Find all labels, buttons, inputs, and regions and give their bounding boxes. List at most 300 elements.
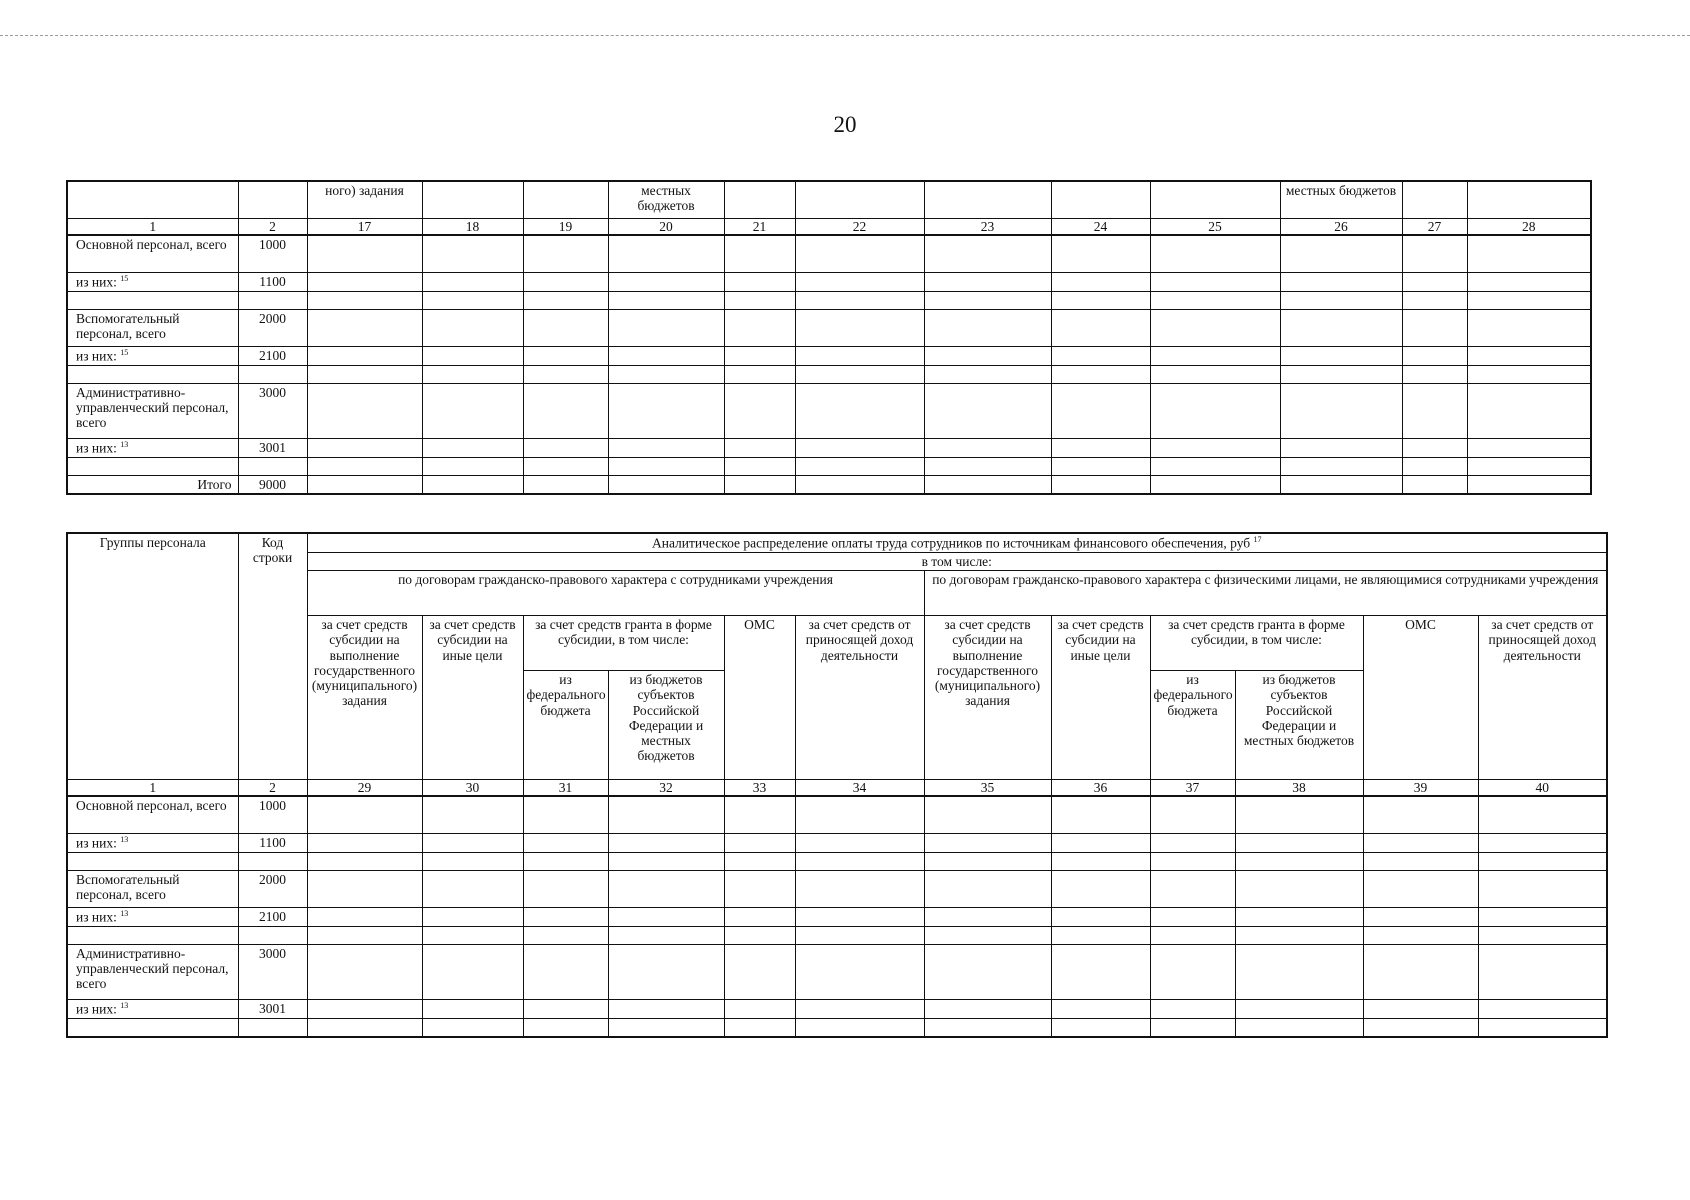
empty-cell bbox=[1235, 834, 1363, 853]
row-label: из них: $^{13}$ bbox=[67, 999, 238, 1018]
empty-cell bbox=[1402, 457, 1467, 475]
table-row bbox=[67, 383, 1591, 438]
empty-cell bbox=[1051, 999, 1150, 1018]
empty-cell bbox=[795, 834, 924, 853]
empty-cell bbox=[608, 475, 724, 494]
empty-cell bbox=[924, 383, 1051, 438]
empty-cell bbox=[1467, 438, 1591, 457]
empty-cell bbox=[1467, 292, 1591, 310]
table-row bbox=[67, 871, 1607, 908]
empty-cell bbox=[523, 944, 608, 999]
empty-cell bbox=[795, 457, 924, 475]
empty-cell bbox=[608, 273, 724, 292]
empty-cell bbox=[1150, 347, 1280, 366]
empty-cell bbox=[307, 347, 422, 366]
empty-cell bbox=[795, 438, 924, 457]
empty-cell bbox=[1402, 273, 1467, 292]
empty-cell bbox=[1280, 383, 1402, 438]
empty-cell bbox=[422, 999, 523, 1018]
empty-cell bbox=[608, 292, 724, 310]
empty-cell bbox=[1150, 310, 1280, 347]
empty-cell bbox=[523, 310, 608, 347]
column-number: 33 bbox=[724, 780, 795, 797]
empty-cell bbox=[307, 383, 422, 438]
empty-cell bbox=[1051, 834, 1150, 853]
empty-cell bbox=[523, 871, 608, 908]
table-row bbox=[67, 853, 1607, 871]
row-label: Административно-управленческий персонал, всего bbox=[67, 944, 238, 999]
empty-cell bbox=[307, 999, 422, 1018]
empty-cell bbox=[523, 908, 608, 927]
row-code: 3000 bbox=[238, 383, 307, 438]
header-cell bbox=[1051, 181, 1150, 219]
row-code: 1000 bbox=[238, 796, 307, 834]
empty-cell bbox=[1051, 365, 1150, 383]
row-code: 3000 bbox=[238, 944, 307, 999]
empty-cell bbox=[724, 457, 795, 475]
empty-cell bbox=[1150, 834, 1235, 853]
header-row-1 bbox=[67, 533, 1607, 552]
empty-cell bbox=[1150, 383, 1280, 438]
empty-cell bbox=[1150, 292, 1280, 310]
column-number: 20 bbox=[608, 219, 724, 236]
empty-cell bbox=[1402, 310, 1467, 347]
column-number: 22 bbox=[795, 219, 924, 236]
header-cell bbox=[523, 181, 608, 219]
staff-pay-table-continued bbox=[66, 180, 1592, 495]
empty-cell bbox=[1402, 383, 1467, 438]
empty-cell bbox=[1150, 273, 1280, 292]
empty-cell bbox=[924, 292, 1051, 310]
empty-cell bbox=[1363, 796, 1478, 834]
empty-cell bbox=[608, 944, 724, 999]
empty-cell bbox=[1478, 1018, 1607, 1037]
empty-cell bbox=[924, 235, 1051, 273]
empty-cell bbox=[1051, 383, 1150, 438]
table-row bbox=[67, 235, 1591, 273]
empty-cell bbox=[724, 944, 795, 999]
row-code: 2000 bbox=[238, 310, 307, 347]
empty-cell bbox=[1150, 853, 1235, 871]
header-cell bbox=[795, 181, 924, 219]
empty-cell bbox=[1280, 457, 1402, 475]
income-header: за счет средств от приносящей доход деятельности bbox=[1478, 616, 1607, 780]
empty-cell bbox=[724, 310, 795, 347]
empty-cell bbox=[307, 310, 422, 347]
total-row bbox=[67, 475, 1591, 494]
empty-cell bbox=[523, 365, 608, 383]
empty-cell bbox=[1280, 347, 1402, 366]
empty-cell bbox=[1235, 908, 1363, 927]
empty-cell bbox=[795, 292, 924, 310]
header-cell bbox=[238, 181, 307, 219]
empty-cell bbox=[523, 796, 608, 834]
empty-cell bbox=[422, 853, 523, 871]
empty-cell bbox=[608, 457, 724, 475]
empty-cell bbox=[924, 796, 1051, 834]
empty-cell bbox=[1235, 853, 1363, 871]
empty-cell bbox=[1051, 796, 1150, 834]
empty-cell bbox=[1478, 796, 1607, 834]
empty-cell bbox=[795, 853, 924, 871]
empty-cell bbox=[1051, 310, 1150, 347]
column-number: 26 bbox=[1280, 219, 1402, 236]
grant-regional-header: из бюджетов субъектов Российской Федерации и местных бюджетов bbox=[1235, 671, 1363, 780]
group-header: Группы персонала bbox=[67, 533, 238, 780]
row-label: из них: $^{13}$ bbox=[67, 908, 238, 927]
empty-cell bbox=[422, 235, 523, 273]
empty-cell bbox=[1467, 475, 1591, 494]
header-col17: ного) задания bbox=[307, 181, 422, 219]
income-header: за счет средств от приносящей доход деятельности bbox=[795, 616, 924, 780]
empty-cell bbox=[422, 347, 523, 366]
empty-cell bbox=[422, 310, 523, 347]
empty-cell bbox=[422, 1018, 523, 1037]
empty-cell bbox=[1478, 834, 1607, 853]
empty-cell bbox=[523, 235, 608, 273]
empty-cell bbox=[1235, 926, 1363, 944]
empty-cell bbox=[1150, 926, 1235, 944]
empty-cell bbox=[307, 944, 422, 999]
row-code: 2100 bbox=[238, 908, 307, 927]
scan-edge-line bbox=[0, 35, 1690, 36]
table-row bbox=[67, 944, 1607, 999]
empty-cell bbox=[307, 457, 422, 475]
empty-cell bbox=[307, 475, 422, 494]
column-number: 25 bbox=[1150, 219, 1280, 236]
column-number: 30 bbox=[422, 780, 523, 797]
table-row bbox=[67, 908, 1607, 927]
empty-cell bbox=[924, 834, 1051, 853]
table-row bbox=[67, 292, 1591, 310]
empty-cell bbox=[1051, 871, 1150, 908]
empty-cell bbox=[238, 365, 307, 383]
empty-cell bbox=[1280, 310, 1402, 347]
column-number: 21 bbox=[724, 219, 795, 236]
row-code: 3001 bbox=[238, 438, 307, 457]
empty-cell bbox=[1402, 438, 1467, 457]
table-row bbox=[67, 1018, 1607, 1037]
subsidy-task-header: за счет средств субсидии на выполнение государственного (муниципального) задания bbox=[924, 616, 1051, 780]
empty-cell bbox=[1051, 908, 1150, 927]
empty-cell bbox=[1235, 999, 1363, 1018]
empty-cell bbox=[1467, 365, 1591, 383]
row-label: из них: $^{15}$ bbox=[67, 347, 238, 366]
empty-cell bbox=[1235, 944, 1363, 999]
empty-cell bbox=[795, 475, 924, 494]
empty-cell bbox=[795, 999, 924, 1018]
empty-cell bbox=[307, 365, 422, 383]
empty-cell bbox=[307, 1018, 422, 1037]
empty-cell bbox=[238, 1018, 307, 1037]
empty-cell bbox=[1150, 999, 1235, 1018]
empty-cell bbox=[924, 999, 1051, 1018]
empty-cell bbox=[795, 1018, 924, 1037]
empty-cell bbox=[795, 383, 924, 438]
table-row bbox=[67, 365, 1591, 383]
empty-cell bbox=[422, 944, 523, 999]
empty-cell bbox=[67, 457, 238, 475]
grant-header: за счет средств гранта в форме субсидии, в том числе: bbox=[1150, 616, 1363, 671]
empty-cell bbox=[924, 1018, 1051, 1037]
empty-cell bbox=[307, 908, 422, 927]
empty-cell bbox=[1150, 944, 1235, 999]
empty-cell bbox=[1051, 292, 1150, 310]
header-cell bbox=[422, 181, 523, 219]
column-number: 19 bbox=[523, 219, 608, 236]
header-col20: местных бюджетов bbox=[608, 181, 724, 219]
empty-cell bbox=[67, 853, 238, 871]
header-col26: местных бюджетов bbox=[1280, 181, 1402, 219]
empty-cell bbox=[1051, 853, 1150, 871]
empty-cell bbox=[422, 908, 523, 927]
empty-cell bbox=[724, 796, 795, 834]
empty-cell bbox=[724, 383, 795, 438]
empty-cell bbox=[724, 365, 795, 383]
empty-cell bbox=[795, 796, 924, 834]
empty-cell bbox=[1467, 347, 1591, 366]
table-row bbox=[67, 796, 1607, 834]
row-label: Основной персонал, всего bbox=[67, 796, 238, 834]
empty-cell bbox=[608, 999, 724, 1018]
row-code: 2000 bbox=[238, 871, 307, 908]
empty-cell bbox=[795, 273, 924, 292]
empty-cell bbox=[422, 273, 523, 292]
empty-cell bbox=[724, 292, 795, 310]
header-cell bbox=[1150, 181, 1280, 219]
empty-cell bbox=[1478, 853, 1607, 871]
empty-cell bbox=[307, 292, 422, 310]
empty-cell bbox=[795, 347, 924, 366]
empty-cell bbox=[422, 871, 523, 908]
empty-cell bbox=[1402, 365, 1467, 383]
empty-cell bbox=[67, 1018, 238, 1037]
empty-cell bbox=[795, 235, 924, 273]
empty-cell bbox=[608, 796, 724, 834]
header-cell bbox=[924, 181, 1051, 219]
empty-cell bbox=[1280, 475, 1402, 494]
empty-cell bbox=[1280, 365, 1402, 383]
empty-cell bbox=[1150, 871, 1235, 908]
column-number: 1 bbox=[67, 780, 238, 797]
table-row bbox=[67, 834, 1607, 853]
empty-cell bbox=[924, 853, 1051, 871]
table-row bbox=[67, 310, 1591, 347]
empty-cell bbox=[523, 926, 608, 944]
subsidy-other-header: за счет средств субсидии на иные цели bbox=[1051, 616, 1150, 780]
empty-cell bbox=[1402, 292, 1467, 310]
section-b-header: по договорам гражданско-правового характера с физическими лицами, не являющимися сотрудниками учреждения bbox=[924, 571, 1607, 616]
empty-cell bbox=[795, 871, 924, 908]
empty-cell bbox=[1363, 926, 1478, 944]
empty-cell bbox=[724, 438, 795, 457]
empty-cell bbox=[1478, 944, 1607, 999]
column-number: 17 bbox=[307, 219, 422, 236]
empty-cell bbox=[1478, 999, 1607, 1018]
empty-cell bbox=[1150, 457, 1280, 475]
row-code: 3001 bbox=[238, 999, 307, 1018]
empty-cell bbox=[1280, 235, 1402, 273]
page-number: 20 bbox=[833, 112, 857, 137]
table-row bbox=[67, 926, 1607, 944]
column-number: 40 bbox=[1478, 780, 1607, 797]
empty-cell bbox=[523, 438, 608, 457]
empty-cell bbox=[795, 926, 924, 944]
empty-cell bbox=[924, 365, 1051, 383]
empty-cell bbox=[724, 999, 795, 1018]
empty-cell bbox=[924, 273, 1051, 292]
empty-cell bbox=[1363, 999, 1478, 1018]
empty-cell bbox=[1363, 834, 1478, 853]
empty-cell bbox=[1363, 1018, 1478, 1037]
column-number: 23 bbox=[924, 219, 1051, 236]
empty-cell bbox=[1363, 871, 1478, 908]
empty-cell bbox=[307, 235, 422, 273]
empty-cell bbox=[924, 944, 1051, 999]
empty-cell bbox=[924, 908, 1051, 927]
empty-cell bbox=[724, 834, 795, 853]
empty-cell bbox=[307, 834, 422, 853]
table-row bbox=[67, 438, 1591, 457]
empty-cell bbox=[422, 926, 523, 944]
empty-cell bbox=[1051, 457, 1150, 475]
section-a-header: по договорам гражданско-правового характера с сотрудниками учреждения bbox=[307, 571, 924, 616]
empty-cell bbox=[523, 292, 608, 310]
empty-cell bbox=[608, 235, 724, 273]
column-number: 27 bbox=[1402, 219, 1467, 236]
header-cell bbox=[1402, 181, 1467, 219]
empty-cell bbox=[523, 347, 608, 366]
empty-cell bbox=[1051, 235, 1150, 273]
empty-cell bbox=[307, 926, 422, 944]
row-code: 1100 bbox=[238, 273, 307, 292]
subsidy-other-header: за счет средств субсидии на иные цели bbox=[422, 616, 523, 780]
empty-cell bbox=[422, 475, 523, 494]
column-number: 39 bbox=[1363, 780, 1478, 797]
empty-cell bbox=[523, 1018, 608, 1037]
empty-cell bbox=[608, 310, 724, 347]
empty-cell bbox=[1478, 871, 1607, 908]
column-number: 38 bbox=[1235, 780, 1363, 797]
empty-cell bbox=[724, 908, 795, 927]
row-label: из них: $^{13}$ bbox=[67, 834, 238, 853]
empty-cell bbox=[1280, 292, 1402, 310]
column-number: 28 bbox=[1467, 219, 1591, 236]
column-number: 36 bbox=[1051, 780, 1150, 797]
column-number: 32 bbox=[608, 780, 724, 797]
row-code: 1000 bbox=[238, 235, 307, 273]
grant-federal-header: из федерального бюджета bbox=[523, 671, 608, 780]
table-row bbox=[67, 273, 1591, 292]
empty-cell bbox=[307, 871, 422, 908]
empty-cell bbox=[523, 383, 608, 438]
empty-cell bbox=[422, 457, 523, 475]
empty-cell bbox=[523, 273, 608, 292]
row-label: Административно-управленческий персонал, всего bbox=[67, 383, 238, 438]
row-label: из них: $^{13}$ bbox=[67, 438, 238, 457]
empty-cell bbox=[724, 926, 795, 944]
empty-cell bbox=[1402, 475, 1467, 494]
column-number-row bbox=[67, 780, 1607, 797]
empty-cell bbox=[1051, 1018, 1150, 1037]
empty-cell bbox=[924, 310, 1051, 347]
empty-cell bbox=[795, 310, 924, 347]
empty-cell bbox=[724, 273, 795, 292]
column-number: 2 bbox=[238, 219, 307, 236]
empty-cell bbox=[1467, 383, 1591, 438]
column-number: 31 bbox=[523, 780, 608, 797]
grant-regional-header: из бюджетов субъектов Российской Федерации и местных бюджетов bbox=[608, 671, 724, 780]
empty-cell bbox=[924, 475, 1051, 494]
empty-cell bbox=[238, 926, 307, 944]
empty-cell bbox=[724, 853, 795, 871]
empty-cell bbox=[422, 365, 523, 383]
empty-cell bbox=[1478, 926, 1607, 944]
empty-cell bbox=[1150, 475, 1280, 494]
column-number: 37 bbox=[1150, 780, 1235, 797]
empty-cell bbox=[924, 347, 1051, 366]
empty-cell bbox=[422, 292, 523, 310]
oms-header: ОМС bbox=[724, 616, 795, 780]
empty-cell bbox=[608, 834, 724, 853]
empty-cell bbox=[608, 365, 724, 383]
column-number: 34 bbox=[795, 780, 924, 797]
empty-cell bbox=[795, 908, 924, 927]
empty-cell bbox=[1150, 908, 1235, 927]
empty-cell bbox=[795, 944, 924, 999]
empty-cell bbox=[1363, 853, 1478, 871]
empty-cell bbox=[724, 871, 795, 908]
empty-cell bbox=[608, 347, 724, 366]
empty-cell bbox=[1280, 438, 1402, 457]
empty-cell bbox=[1150, 438, 1280, 457]
empty-cell bbox=[1051, 944, 1150, 999]
empty-cell bbox=[1467, 273, 1591, 292]
column-number-row bbox=[67, 219, 1591, 236]
oms-header: ОМС bbox=[1363, 616, 1478, 780]
empty-cell bbox=[608, 853, 724, 871]
empty-cell bbox=[67, 926, 238, 944]
code-header: Код строки bbox=[238, 533, 307, 780]
empty-cell bbox=[67, 365, 238, 383]
empty-cell bbox=[924, 457, 1051, 475]
empty-cell bbox=[1467, 235, 1591, 273]
empty-cell bbox=[422, 834, 523, 853]
empty-cell bbox=[608, 926, 724, 944]
subsidy-task-header: за счет средств субсидии на выполнение государственного (муниципального) задания bbox=[307, 616, 422, 780]
column-number: 29 bbox=[307, 780, 422, 797]
empty-cell bbox=[523, 834, 608, 853]
empty-cell bbox=[307, 273, 422, 292]
empty-cell bbox=[422, 383, 523, 438]
empty-cell bbox=[1402, 235, 1467, 273]
empty-cell bbox=[1051, 926, 1150, 944]
empty-cell bbox=[523, 475, 608, 494]
table-title: Аналитическое распределение оплаты труда сотрудников по источникам финансового обеспечения, руб $^{17}$ bbox=[307, 533, 1607, 552]
empty-cell bbox=[1051, 347, 1150, 366]
empty-cell bbox=[1235, 871, 1363, 908]
empty-cell bbox=[1150, 365, 1280, 383]
empty-cell bbox=[307, 796, 422, 834]
empty-cell bbox=[523, 853, 608, 871]
empty-cell bbox=[724, 475, 795, 494]
empty-cell bbox=[1478, 908, 1607, 927]
empty-cell bbox=[238, 853, 307, 871]
table-row bbox=[67, 457, 1591, 475]
empty-cell bbox=[1051, 438, 1150, 457]
empty-cell bbox=[924, 438, 1051, 457]
column-number: 18 bbox=[422, 219, 523, 236]
